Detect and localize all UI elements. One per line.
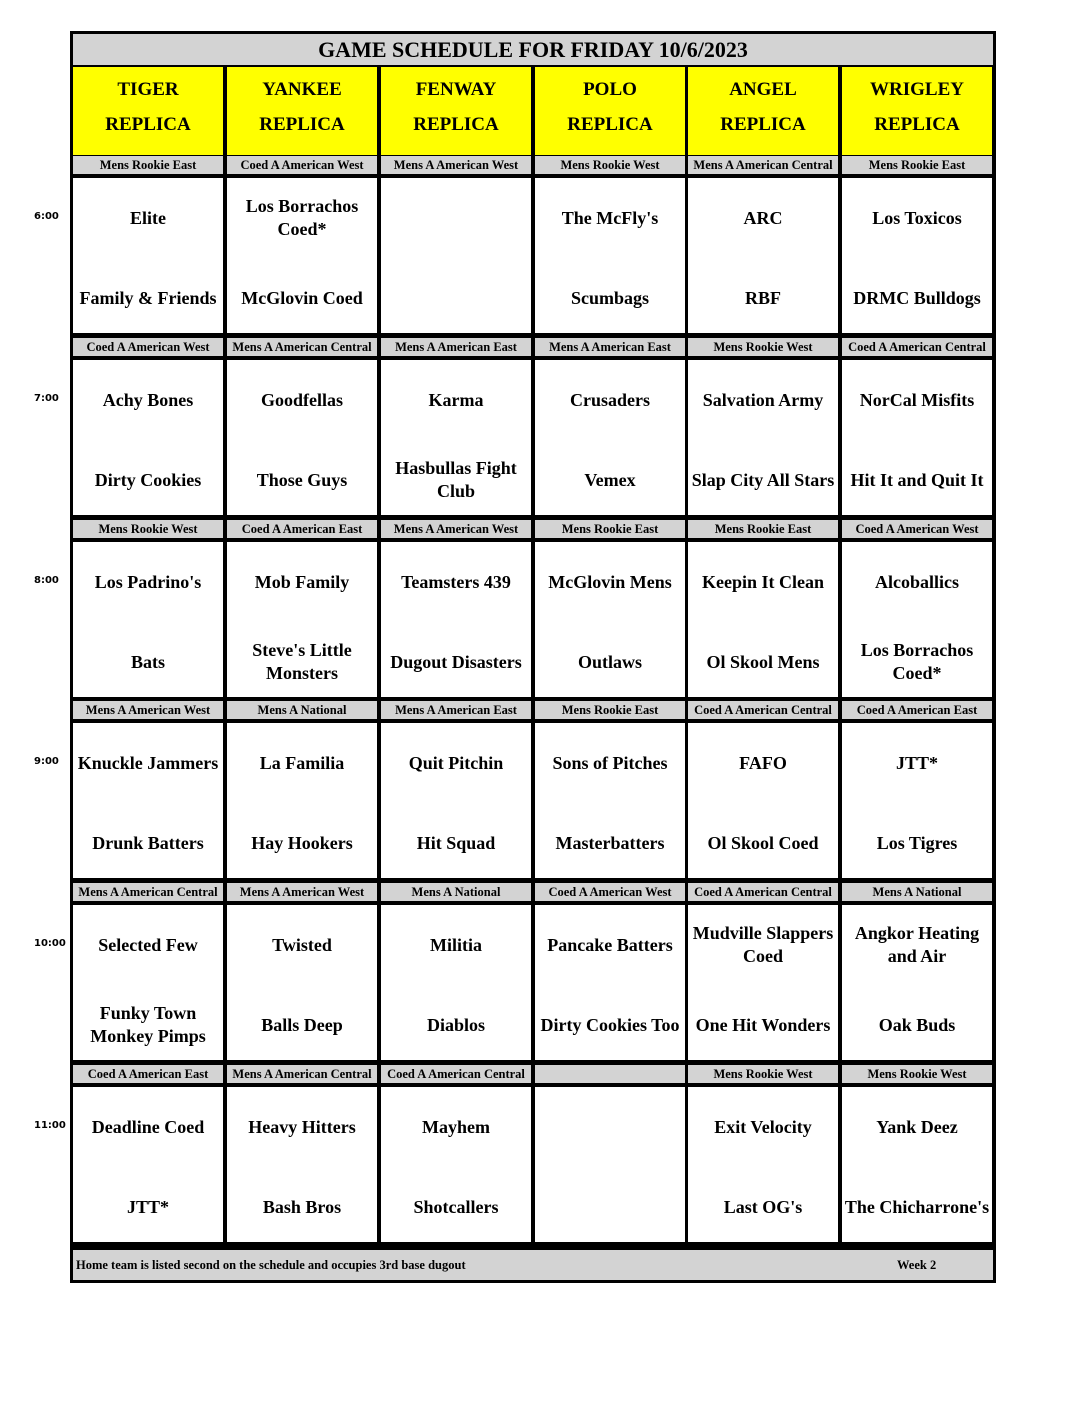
division-label: Mens A American East xyxy=(381,338,531,356)
division-label: Coed A American West xyxy=(73,338,223,356)
home-team: Vemex xyxy=(584,469,636,490)
home-team: Los Tigres xyxy=(876,832,958,853)
home-team: Dirty Cookies Too xyxy=(540,1014,680,1035)
game-cell xyxy=(381,723,531,878)
away-team xyxy=(535,1102,685,1152)
away-team: Los Toxicos xyxy=(872,207,962,228)
schedule-sheet xyxy=(70,31,996,1283)
away-team: JTT* xyxy=(895,752,938,773)
division-label: Mens Rookie East xyxy=(73,156,223,174)
home-team: Scumbags xyxy=(570,287,650,308)
game-cell xyxy=(381,905,531,1060)
home-team: Masterbatters xyxy=(555,832,665,853)
division-label xyxy=(535,1065,685,1083)
division-label: Coed A American West xyxy=(842,520,992,538)
field-sub: REPLICA xyxy=(413,114,499,135)
away-team: Achy Bones xyxy=(102,389,194,410)
home-team: Diablos xyxy=(426,1014,486,1035)
game-cell xyxy=(227,905,377,1060)
division-label: Mens Rookie East xyxy=(535,520,685,538)
away-team: Pancake Batters xyxy=(547,934,673,955)
home-team: Hit It and Quit It xyxy=(850,469,984,490)
game-cell xyxy=(688,542,838,697)
field-name: YANKEE xyxy=(262,79,342,100)
away-team: Teamsters 439 xyxy=(401,571,511,592)
game-cell xyxy=(842,178,992,333)
home-team: Drunk Batters xyxy=(92,832,204,853)
away-team: Mudville Slappers Coed xyxy=(692,923,834,966)
away-team: Militia xyxy=(430,934,482,955)
game-cell xyxy=(381,178,531,333)
game-cell xyxy=(688,723,838,878)
division-label: Mens A National xyxy=(381,883,531,901)
week-label: Week 2 xyxy=(897,1258,937,1272)
page-title: GAME SCHEDULE FOR FRIDAY 10/6/2023 xyxy=(73,34,993,65)
home-team xyxy=(381,273,531,323)
home-team: Last OG's xyxy=(723,1196,803,1217)
game-cell xyxy=(842,1087,992,1242)
footer-bar xyxy=(73,1250,993,1280)
game-cell xyxy=(688,1087,838,1242)
game-cell xyxy=(73,178,223,333)
home-team: Ol Skool Mens xyxy=(706,651,820,672)
field-header-2 xyxy=(227,67,377,155)
division-label: Mens Rookie East xyxy=(535,701,685,719)
division-label: Mens Rookie West xyxy=(688,338,838,356)
away-team: Karma xyxy=(428,389,484,410)
game-cell xyxy=(73,905,223,1060)
home-team: Slap City All Stars xyxy=(691,469,835,490)
game-cell xyxy=(227,542,377,697)
home-team: Bats xyxy=(130,651,165,672)
home-team: Outlaws xyxy=(577,651,642,672)
game-cell xyxy=(535,723,685,878)
away-team: Elite xyxy=(130,207,166,228)
home-team: Los Borrachos Coed* xyxy=(860,640,974,683)
home-team: Hay Hookers xyxy=(251,832,353,853)
away-team: Alcoballics xyxy=(875,571,959,592)
time-label: 9:00 xyxy=(34,756,59,767)
field-sub: REPLICA xyxy=(105,114,191,135)
away-team: Crusaders xyxy=(570,389,650,410)
division-label: Mens A American Central xyxy=(227,338,377,356)
division-label: Mens A American Central xyxy=(688,156,838,174)
game-cell xyxy=(688,905,838,1060)
away-team: Los Borrachos Coed* xyxy=(245,196,359,239)
division-label: Mens A American East xyxy=(535,338,685,356)
away-team: La Familia xyxy=(259,752,345,773)
home-team: Balls Deep xyxy=(261,1014,343,1035)
home-team: The Chicharrone's xyxy=(844,1196,990,1217)
game-cell xyxy=(227,360,377,515)
division-label: Coed A American Central xyxy=(688,883,838,901)
home-team: Those Guys xyxy=(256,469,348,490)
field-header-3 xyxy=(381,67,531,155)
away-team: Yank Deez xyxy=(876,1116,958,1137)
division-label: Coed A American East xyxy=(73,1065,223,1083)
division-label: Mens Rookie West xyxy=(535,156,685,174)
division-label: Mens A American Central xyxy=(227,1065,377,1083)
away-team: Keepin It Clean xyxy=(701,571,824,592)
game-cell xyxy=(535,178,685,333)
home-team: Dugout Disasters xyxy=(390,651,522,672)
time-label: 7:00 xyxy=(34,393,59,404)
game-cell xyxy=(535,1087,685,1242)
field-sub: REPLICA xyxy=(720,114,806,135)
game-cell xyxy=(73,360,223,515)
home-team: Bash Bros xyxy=(262,1196,342,1217)
home-team: Oak Buds xyxy=(878,1014,956,1035)
division-label: Coed A American East xyxy=(227,520,377,538)
division-label: Coed A American Central xyxy=(842,338,992,356)
home-team: McGlovin Coed xyxy=(241,287,363,308)
field-name: TIGER xyxy=(117,79,179,100)
home-team: Ol Skool Coed xyxy=(707,832,819,853)
away-team: Sons of Pitches xyxy=(552,752,668,773)
game-cell xyxy=(73,723,223,878)
away-team: Quit Pitchin xyxy=(408,752,504,773)
away-team: Exit Velocity xyxy=(714,1116,812,1137)
away-team: ARC xyxy=(743,207,783,228)
field-header-1 xyxy=(73,67,223,155)
away-team: Mayhem xyxy=(422,1116,490,1137)
away-team: Salvation Army xyxy=(702,389,824,410)
division-label: Coed A American Central xyxy=(688,701,838,719)
division-label: Mens Rookie East xyxy=(842,156,992,174)
division-label: Mens Rookie East xyxy=(688,520,838,538)
away-team: FAFO xyxy=(739,752,787,773)
time-label: 10:00 xyxy=(34,938,66,949)
game-cell xyxy=(842,723,992,878)
home-team: Dirty Cookies xyxy=(94,469,202,490)
field-sub: REPLICA xyxy=(259,114,345,135)
home-team: Family & Friends xyxy=(79,287,217,308)
home-team: DRMC Bulldogs xyxy=(853,287,981,308)
home-team: Hasbullas Fight Club xyxy=(395,458,517,501)
home-team: JTT* xyxy=(126,1196,169,1217)
game-cell xyxy=(227,178,377,333)
away-team: Heavy Hitters xyxy=(248,1116,356,1137)
division-label: Mens Rookie West xyxy=(688,1065,838,1083)
home-team: Steve's Little Monsters xyxy=(252,640,352,683)
division-label: Mens A American West xyxy=(381,520,531,538)
division-label: Coed A American Central xyxy=(381,1065,531,1083)
away-team: Twisted xyxy=(272,934,332,955)
away-team: McGlovin Mens xyxy=(548,571,672,592)
away-team: Knuckle Jammers xyxy=(77,752,219,773)
home-team: One Hit Wonders xyxy=(695,1014,831,1035)
time-label: 11:00 xyxy=(34,1120,66,1131)
away-team: Deadline Coed xyxy=(91,1116,205,1137)
home-team xyxy=(535,1182,685,1232)
field-header-4 xyxy=(535,67,685,155)
away-team: NorCal Misfits xyxy=(859,389,975,410)
division-label: Mens A American West xyxy=(73,701,223,719)
home-team: RBF xyxy=(745,287,781,308)
game-cell xyxy=(535,905,685,1060)
division-label: Mens A American Central xyxy=(73,883,223,901)
game-cell xyxy=(688,178,838,333)
away-team xyxy=(381,193,531,243)
field-header-6 xyxy=(842,67,992,155)
away-team: Mob Family xyxy=(254,571,350,592)
game-cell xyxy=(842,360,992,515)
game-cell xyxy=(688,360,838,515)
field-header-5 xyxy=(688,67,838,155)
division-label: Mens A National xyxy=(842,883,992,901)
division-label: Mens A American West xyxy=(227,883,377,901)
home-team: Shotcallers xyxy=(413,1196,499,1217)
away-team: Selected Few xyxy=(98,934,198,955)
away-team: Goodfellas xyxy=(260,389,343,410)
game-cell xyxy=(73,1087,223,1242)
home-team: Funky Town Monkey Pimps xyxy=(90,1003,206,1046)
game-cell xyxy=(535,360,685,515)
division-label: Mens A National xyxy=(227,701,377,719)
division-label: Mens Rookie West xyxy=(842,1065,992,1083)
game-cell xyxy=(381,360,531,515)
division-label: Coed A American West xyxy=(535,883,685,901)
division-label: Mens A American East xyxy=(381,701,531,719)
home-team: Hit Squad xyxy=(416,832,496,853)
division-label: Mens Rookie West xyxy=(73,520,223,538)
division-label: Mens A American West xyxy=(381,156,531,174)
game-cell xyxy=(842,905,992,1060)
game-cell xyxy=(535,542,685,697)
field-name: WRIGLEY xyxy=(870,79,964,100)
game-cell xyxy=(842,542,992,697)
game-cell xyxy=(381,1087,531,1242)
division-label: Coed A American West xyxy=(227,156,377,174)
game-cell xyxy=(73,542,223,697)
game-cell xyxy=(227,723,377,878)
home-team-note: Home team is listed second on the schedule and occupies 3rd base dugout xyxy=(76,1258,466,1272)
game-cell xyxy=(227,1087,377,1242)
field-name: POLO xyxy=(583,79,637,100)
field-name: FENWAY xyxy=(415,79,497,100)
away-team: Los Padrino's xyxy=(94,571,202,592)
game-cell xyxy=(381,542,531,697)
time-label: 8:00 xyxy=(34,575,59,586)
away-team: Angkor Heating and Air xyxy=(854,923,980,966)
field-name: ANGEL xyxy=(729,79,797,100)
division-label: Coed A American East xyxy=(842,701,992,719)
time-label: 6:00 xyxy=(34,211,59,222)
away-team: The McFly's xyxy=(561,207,659,228)
field-sub: REPLICA xyxy=(874,114,960,135)
field-sub: REPLICA xyxy=(567,114,653,135)
